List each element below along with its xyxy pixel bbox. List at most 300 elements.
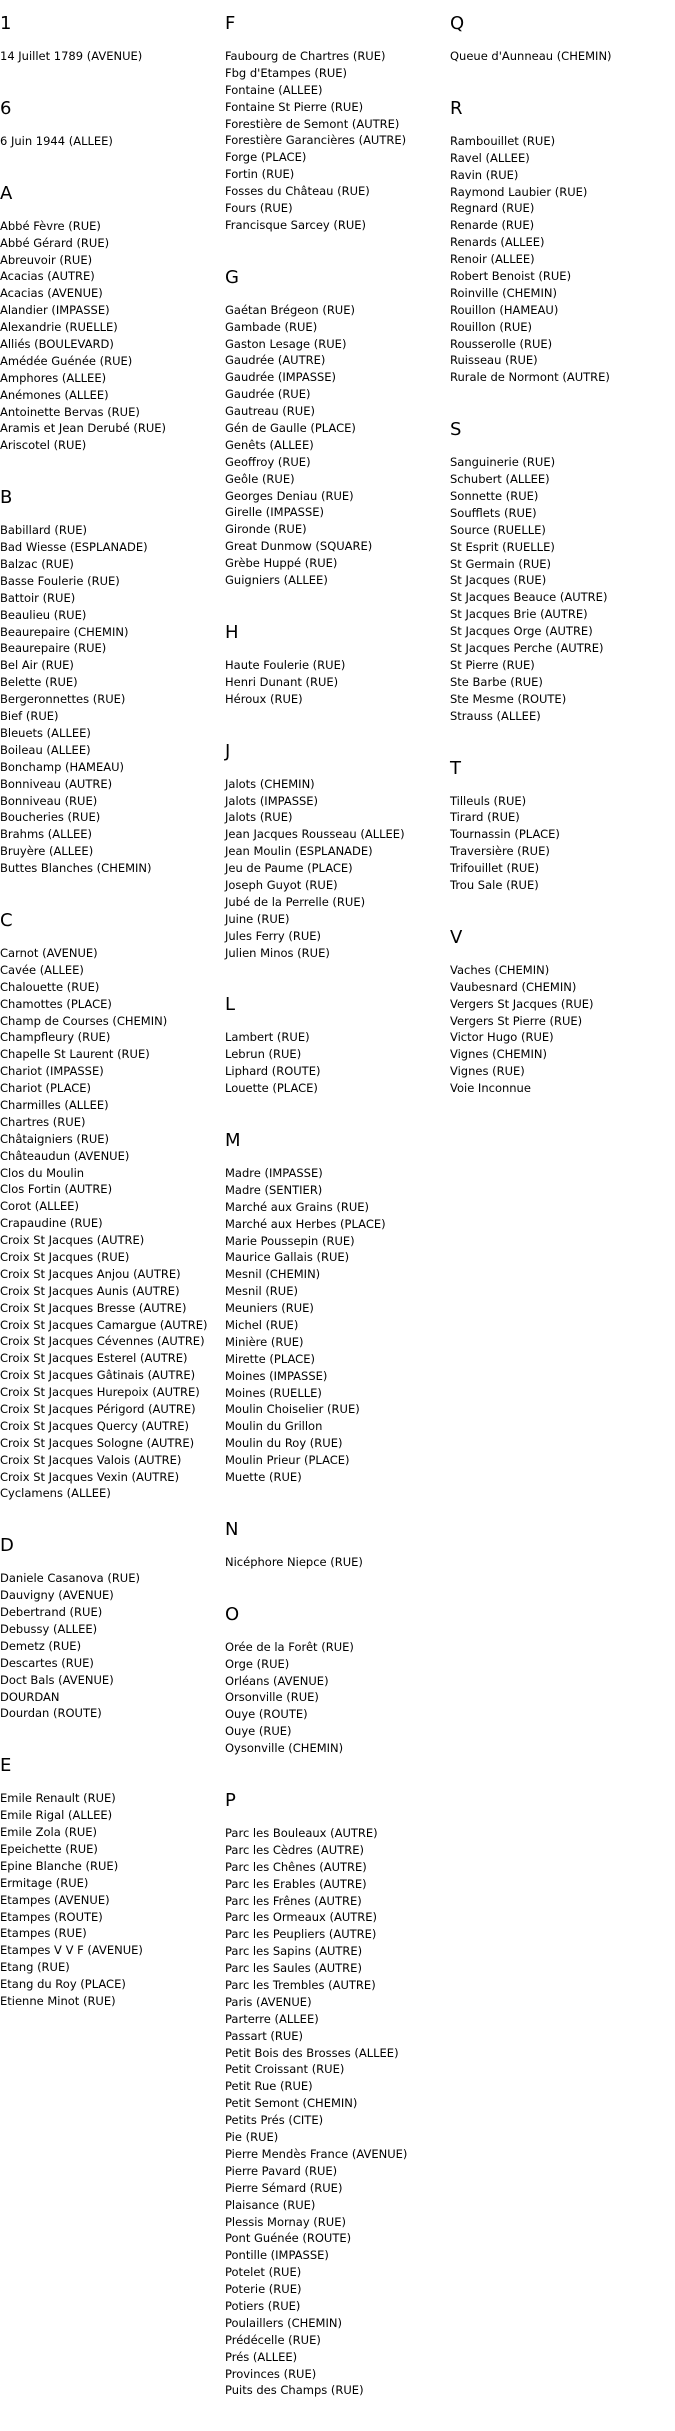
street-list (0, 1570, 222, 1722)
letter-section (225, 266, 447, 589)
street-entry: Pierre Mendès France (AVENUE) (225, 2146, 408, 2161)
street-entry: Ste Mesme (ROUTE) (450, 691, 567, 706)
street-entry: Parc les Frênes (AUTRE) (225, 1893, 362, 1908)
street-entry: Julien Minos (RUE) (225, 945, 330, 960)
street-entry: Petit Rue (RUE) (225, 2079, 313, 2094)
street-entry: St Jacques Perche (AUTRE) (450, 641, 604, 656)
street-entry: Antoinette Bervas (RUE) (0, 404, 140, 419)
letter-section (450, 97, 672, 386)
street-entry: Bergeronnettes (RUE) (0, 692, 126, 707)
street-entry: Trifouillet (RUE) (450, 861, 540, 876)
street-entry: Croix St Jacques Cévennes (AUTRE) (0, 1334, 205, 1349)
street-entry: Chamottes (PLACE) (0, 996, 112, 1011)
street-entry: Ravin (RUE) (450, 167, 519, 182)
street-entry: 6 Juin 1944 (ALLEE) (0, 133, 113, 148)
street-list (225, 302, 447, 589)
street-entry: Liphard (ROUTE) (225, 1064, 321, 1079)
street-entry: Juine (RUE) (225, 911, 290, 926)
letter-section (225, 993, 447, 1097)
street-entry: Beaulieu (RUE) (0, 607, 87, 622)
street-entry: Bonniveau (RUE) (0, 793, 98, 808)
street-entry: Buttes Blanches (CHEMIN) (0, 861, 152, 876)
street-entry: Bleuets (ALLEE) (0, 725, 91, 740)
street-entry: Sanguinerie (RUE) (450, 455, 556, 470)
street-entry: Mesnil (CHEMIN) (225, 1267, 321, 1282)
street-entry: Jean Jacques Rousseau (ALLEE) (225, 827, 405, 842)
letter-section (225, 1129, 447, 1486)
street-entry: Anémones (ALLEE) (0, 387, 109, 402)
street-entry: Petit Bois des Brosses (ALLEE) (225, 2045, 399, 2060)
street-entry: Ravel (ALLEE) (450, 150, 530, 165)
street-entry: Renards (ALLEE) (450, 235, 545, 250)
street-entry: Henri Dunant (RUE) (225, 674, 339, 689)
street-list (0, 48, 222, 65)
street-entry: St Jacques Brie (AUTRE) (450, 607, 588, 622)
street-entry: Bonniveau (AUTRE) (0, 776, 113, 791)
street-entry: Parc les Trembles (AUTRE) (225, 1978, 376, 1993)
street-entry: Vignes (RUE) (450, 1064, 525, 1079)
street-entry: Francisque Sarcey (RUE) (225, 217, 366, 232)
street-entry: Jubé de la Perrelle (RUE) (225, 894, 366, 909)
street-entry: Croix St Jacques (RUE) (0, 1249, 130, 1264)
street-list (0, 218, 222, 454)
street-entry: Petit Croissant (RUE) (225, 2062, 345, 2077)
street-entry: Carnot (AVENUE) (0, 945, 98, 960)
street-entry: Balzac (RUE) (0, 557, 74, 572)
street-entry: Petits Prés (CITE) (225, 2113, 324, 2128)
letter-section (0, 1534, 222, 1722)
street-entry: Chariot (IMPASSE) (0, 1064, 104, 1079)
street-entry: Orsonville (RUE) (225, 1690, 319, 1705)
street-entry: Strauss (ALLEE) (450, 708, 541, 723)
street-entry: Passart (RUE) (225, 2028, 304, 2043)
street-entry: Moulin du Grillon (225, 1419, 323, 1434)
street-entry: Etang du Roy (PLACE) (0, 1977, 126, 1992)
street-entry: Bief (RUE) (0, 709, 59, 724)
letter-section (225, 621, 447, 708)
street-entry: Basse Foulerie (RUE) (0, 573, 120, 588)
letter-section (225, 1789, 447, 2399)
street-entry: Jean Moulin (ESPLANADE) (225, 844, 373, 859)
street-entry: Parc les Saules (AUTRE) (225, 1961, 362, 1976)
street-entry: Bonchamp (HAMEAU) (0, 759, 124, 774)
street-entry: Abbé Fèvre (RUE) (0, 218, 101, 233)
section-letter-heading: Q (450, 13, 465, 34)
street-entry: Paris (AVENUE) (225, 1994, 312, 2009)
section-letter-heading: V (450, 926, 463, 948)
street-entry: Croix St Jacques Gâtinais (AUTRE) (0, 1368, 196, 1383)
street-entry: Parc les Cèdres (AUTRE) (225, 1842, 364, 1857)
section-letter-heading: B (0, 487, 13, 509)
street-entry: Jalots (CHEMIN) (225, 776, 315, 791)
street-entry: Emile Rigal (ALLEE) (0, 1808, 113, 1823)
street-entry: Chapelle St Laurent (RUE) (0, 1047, 150, 1062)
street-entry: Fontaine St Pierre (RUE) (225, 99, 364, 114)
street-entry: Moines (RUELLE) (225, 1385, 322, 1400)
section-letter-heading: J (225, 740, 231, 762)
street-entry: Plaisance (RUE) (225, 2197, 316, 2212)
street-entry: Abbé Gérard (RUE) (0, 235, 110, 250)
street-entry: Prédécelle (RUE) (225, 2332, 321, 2347)
street-entry: Vignes (CHEMIN) (450, 1047, 547, 1062)
street-entry: Tournassin (PLACE) (450, 827, 560, 842)
street-entry: Acacias (AVENUE) (0, 286, 103, 301)
street-entry: Maurice Gallais (RUE) (225, 1250, 350, 1265)
street-entry: Puits des Champs (RUE) (225, 2383, 364, 2398)
section-letter-heading: H (225, 621, 239, 643)
street-entry: Epine Blanche (RUE) (0, 1858, 119, 1873)
street-entry: St Esprit (RUELLE) (450, 539, 555, 554)
section-letter-heading: F (225, 13, 236, 34)
street-entry: Petit Semont (CHEMIN) (225, 2096, 358, 2111)
section-letter-heading: G (225, 266, 239, 288)
letter-section (450, 757, 672, 894)
street-entry: Champ de Courses (CHEMIN) (0, 1013, 168, 1028)
street-entry: Regnard (RUE) (450, 201, 535, 216)
directory-column-1 (0, 12, 222, 2042)
street-entry: Schubert (ALLEE) (450, 472, 550, 487)
street-entry: Forestière de Semont (AUTRE) (225, 116, 400, 131)
street-entry: Croix St Jacques Périgord (AUTRE) (0, 1402, 196, 1416)
street-list (0, 945, 222, 1502)
street-entry: Ermitage (RUE) (0, 1875, 89, 1890)
street-entry: Etampes (AVENUE) (0, 1892, 110, 1907)
street-entry: Babillard (RUE) (0, 523, 87, 538)
street-entry: Croix St Jacques Hurepoix (AUTRE) (0, 1385, 200, 1400)
street-entry: Rambouillet (RUE) (450, 133, 556, 148)
street-entry: Croix St Jacques Sologne (AUTRE) (0, 1435, 195, 1450)
street-entry: Poterie (RUE) (225, 2282, 302, 2297)
street-entry: 14 Juillet 1789 (AVENUE) (0, 49, 143, 63)
street-entry: Abreuvoir (RUE) (0, 252, 93, 267)
section-letter-heading: O (225, 1603, 240, 1625)
street-entry: Fbg d'Etampes (RUE) (225, 65, 348, 80)
street-entry: Brahms (ALLEE) (0, 827, 92, 842)
street-entry: Fosses du Château (RUE) (225, 184, 370, 199)
section-letter-heading: L (225, 994, 236, 1016)
street-entry: Rouillon (HAMEAU) (450, 302, 559, 317)
street-entry: Ouye (RUE) (225, 1724, 292, 1739)
street-entry: Tirard (RUE) (450, 810, 520, 825)
street-entry: Prés (ALLEE) (225, 2349, 298, 2364)
street-entry: Descartes (RUE) (0, 1655, 94, 1670)
street-list (225, 48, 447, 234)
street-entry: Fortin (RUE) (225, 167, 295, 182)
section-letter-heading: R (450, 97, 463, 119)
street-entry: Moulin Prieur (PLACE) (225, 1453, 350, 1468)
street-list (225, 1825, 447, 2399)
street-entry: Dauvigny (AVENUE) (0, 1588, 114, 1603)
letter-section (225, 1603, 447, 1757)
section-letter-heading: 1 (0, 13, 12, 34)
street-list (225, 1029, 447, 1097)
street-entry: Orléans (AVENUE) (225, 1673, 329, 1688)
letter-section (225, 1518, 447, 1571)
street-entry: Chariot (PLACE) (0, 1081, 92, 1096)
street-entry: Battoir (RUE) (0, 590, 76, 605)
letter-section (0, 909, 222, 1502)
street-entry: Debussy (ALLEE) (0, 1622, 98, 1637)
street-entry: Marché aux Grains (RUE) (225, 1199, 370, 1214)
street-entry: Cavée (ALLEE) (0, 962, 84, 977)
letter-section (450, 418, 672, 724)
street-entry: Croix St Jacques Aunis (AUTRE) (0, 1283, 180, 1298)
street-entry: Cyclamens (ALLEE) (0, 1486, 111, 1501)
street-entry: Sonnette (RUE) (450, 489, 539, 504)
street-entry: Pontille (IMPASSE) (225, 2248, 329, 2263)
street-entry: Gautreau (RUE) (225, 404, 315, 419)
street-entry: Trou Sale (RUE) (450, 877, 539, 892)
street-entry: Source (RUELLE) (450, 522, 546, 537)
street-list (225, 657, 447, 708)
street-entry: Acacias (AUTRE) (0, 269, 95, 284)
street-entry: Etang (RUE) (0, 1960, 70, 1975)
street-entry: Renoir (ALLEE) (450, 252, 535, 267)
street-list (225, 1554, 447, 1571)
street-entry: Muette (RUE) (225, 1470, 302, 1484)
street-entry: Orge (RUE) (225, 1656, 290, 1671)
letter-section (0, 97, 222, 150)
street-entry: Parc les Sapins (AUTRE) (225, 1944, 363, 1959)
street-entry: Boileau (ALLEE) (0, 742, 91, 757)
street-entry: Queue d'Aunneau (CHEMIN) (450, 49, 612, 63)
street-entry: Forge (PLACE) (225, 150, 307, 165)
street-entry: Jalots (IMPASSE) (225, 793, 319, 808)
street-entry: Gaston Lesage (RUE) (225, 336, 347, 351)
street-entry: Jeu de Paume (PLACE) (225, 861, 353, 876)
street-entry: Vaubesnard (CHEMIN) (450, 979, 577, 994)
street-entry: Fours (RUE) (225, 201, 293, 216)
street-entry: Parc les Chênes (AUTRE) (225, 1859, 367, 1874)
street-entry: Haute Foulerie (RUE) (225, 657, 346, 672)
street-entry: Croix St Jacques Esterel (AUTRE) (0, 1351, 188, 1366)
street-entry: Ouye (ROUTE) (225, 1707, 308, 1722)
street-entry: Gaétan Brégeon (RUE) (225, 302, 355, 317)
street-entry: Chalouette (RUE) (0, 979, 100, 994)
street-list (0, 1790, 222, 2010)
street-entry: Roinville (CHEMIN) (450, 285, 557, 300)
street-entry: Crapaudine (RUE) (0, 1216, 103, 1231)
street-entry: Amphores (ALLEE) (0, 370, 107, 385)
street-entry: Châtaigniers (RUE) (0, 1131, 109, 1146)
street-entry: Oysonville (CHEMIN) (225, 1741, 344, 1756)
street-entry: Victor Hugo (RUE) (450, 1030, 554, 1045)
street-entry: Nicéphore Niepce (RUE) (225, 1554, 363, 1569)
street-entry: Alandier (IMPASSE) (0, 303, 110, 318)
street-entry: Pierre Pavard (RUE) (225, 2163, 338, 2178)
street-entry: Etampes V V F (AVENUE) (0, 1943, 143, 1958)
street-entry: Minière (RUE) (225, 1334, 304, 1349)
section-letter-heading: P (225, 1790, 236, 1812)
directory-column-2 (225, 12, 447, 2431)
street-entry: Joseph Guyot (RUE) (225, 877, 338, 892)
street-list (450, 454, 672, 724)
street-entry: Pierre Sémard (RUE) (225, 2180, 343, 2195)
street-entry: Clos Fortin (AUTRE) (0, 1182, 113, 1197)
section-letter-heading: T (450, 757, 461, 779)
street-entry: Ste Barbe (RUE) (450, 674, 543, 689)
section-letter-heading: M (225, 1129, 241, 1151)
street-entry: Rouillon (RUE) (450, 319, 533, 334)
street-entry: Bad Wiesse (ESPLANADE) (0, 540, 148, 555)
street-list (0, 522, 222, 877)
street-entry: Croix St Jacques Vexin (AUTRE) (0, 1469, 180, 1484)
street-entry: Gaudrée (IMPASSE) (225, 370, 337, 385)
street-entry: Rurale de Normont (AUTRE) (450, 370, 610, 385)
street-entry: Faubourg de Chartres (RUE) (225, 49, 386, 63)
street-entry: Genêts (ALLEE) (225, 437, 314, 452)
street-entry: Great Dunmow (SQUARE) (225, 539, 373, 554)
section-letter-heading: N (225, 1518, 239, 1540)
street-entry: Meuniers (RUE) (225, 1301, 314, 1316)
street-entry: Alliés (BOULEVARD) (0, 337, 114, 352)
letter-section (225, 12, 447, 234)
street-entry: Clos du Moulin (0, 1165, 85, 1180)
section-letter-heading: 6 (0, 97, 12, 119)
street-entry: Croix St Jacques Bresse (AUTRE) (0, 1300, 187, 1315)
street-entry: Geôle (RUE) (225, 471, 295, 486)
street-entry: Soufflets (RUE) (450, 505, 537, 520)
letter-section (450, 926, 672, 1097)
street-entry: Gironde (RUE) (225, 522, 307, 537)
letter-section (450, 12, 672, 65)
street-entry: Demetz (RUE) (0, 1638, 82, 1653)
street-entry: Gén de Gaulle (PLACE) (225, 421, 356, 436)
street-entry: Doct Bals (AVENUE) (0, 1672, 114, 1687)
street-entry: Debertrand (RUE) (0, 1605, 103, 1620)
street-entry: Tilleuls (RUE) (450, 793, 527, 808)
section-letter-heading: E (0, 1755, 12, 1777)
street-entry: Champfleury (RUE) (0, 1030, 111, 1045)
street-entry: Bel Air (RUE) (0, 658, 74, 673)
street-entry: Jules Ferry (RUE) (225, 928, 322, 943)
street-entry: Emile Zola (RUE) (0, 1825, 98, 1840)
street-list (450, 48, 672, 65)
street-entry: Mirette (PLACE) (225, 1351, 315, 1366)
street-entry: Alexandrie (RUELLE) (0, 320, 118, 335)
street-list (450, 793, 672, 894)
street-list (225, 1165, 447, 1486)
letter-section (0, 486, 222, 877)
street-entry: Ariscotel (RUE) (0, 438, 87, 453)
street-entry: Robert Benoist (RUE) (450, 269, 572, 284)
street-list (450, 133, 672, 386)
street-entry: Etienne Minot (RUE) (0, 1994, 116, 2009)
street-entry: Beaurepaire (CHEMIN) (0, 624, 129, 639)
street-entry: Pont Guénée (ROUTE) (225, 2231, 352, 2246)
street-entry: DOURDAN (0, 1689, 60, 1704)
street-entry: Geoffroy (RUE) (225, 454, 311, 469)
letter-section (0, 182, 222, 454)
street-entry: Emile Renault (RUE) (0, 1791, 116, 1806)
street-entry: Lebrun (RUE) (225, 1047, 302, 1062)
street-entry: Gaudrée (AUTRE) (225, 353, 326, 368)
street-entry: Belette (RUE) (0, 675, 78, 690)
street-entry: Vergers St Jacques (RUE) (450, 996, 594, 1011)
street-entry: Georges Deniau (RUE) (225, 488, 354, 503)
street-entry: Michel (RUE) (225, 1317, 299, 1332)
section-letter-heading: A (0, 182, 13, 204)
street-entry: Raymond Laubier (RUE) (450, 184, 588, 199)
section-letter-heading: C (0, 909, 13, 931)
street-entry: Pie (RUE) (225, 2130, 279, 2145)
street-entry: Croix St Jacques Quercy (AUTRE) (0, 1418, 189, 1433)
street-entry: Parterre (ALLEE) (225, 2011, 319, 2026)
street-entry: Orée de la Forêt (RUE) (225, 1639, 354, 1654)
street-entry: Marie Poussepin (RUE) (225, 1233, 355, 1248)
street-entry: Provinces (RUE) (225, 2366, 317, 2381)
street-entry: Chartres (RUE) (0, 1114, 86, 1129)
street-entry: Vaches (CHEMIN) (450, 962, 550, 977)
street-entry: Croix St Jacques Anjou (AUTRE) (0, 1266, 181, 1281)
street-entry: Gambade (RUE) (225, 319, 318, 334)
street-entry: Charmilles (ALLEE) (0, 1097, 109, 1112)
street-entry: Marché aux Herbes (PLACE) (225, 1216, 386, 1231)
street-entry: Poulaillers (CHEMIN) (225, 2315, 342, 2330)
street-list (225, 776, 447, 962)
street-entry: Héroux (RUE) (225, 691, 303, 706)
street-entry: Fontaine (ALLEE) (225, 82, 323, 97)
street-entry: Grèbe Huppé (RUE) (225, 556, 338, 571)
street-list (225, 1639, 447, 1757)
street-entry: Amédée Guénée (RUE) (0, 353, 133, 368)
street-entry: Bruyère (ALLEE) (0, 844, 94, 859)
street-entry: Traversière (RUE) (450, 844, 550, 859)
street-entry: Vergers St Pierre (RUE) (450, 1013, 583, 1028)
street-entry: Croix St Jacques (AUTRE) (0, 1233, 145, 1248)
street-entry: Croix St Jacques Camargue (AUTRE) (0, 1317, 208, 1332)
street-entry: Rousserolle (RUE) (450, 336, 553, 351)
street-list (0, 133, 222, 150)
street-entry: Croix St Jacques Valois (AUTRE) (0, 1452, 182, 1467)
letter-section (0, 1754, 222, 2010)
street-entry: Gaudrée (RUE) (225, 387, 311, 402)
street-entry: Louette (PLACE) (225, 1081, 318, 1096)
street-entry: Aramis et Jean Derubé (RUE) (0, 421, 167, 436)
street-entry: Etampes (ROUTE) (0, 1909, 103, 1924)
street-entry: Madre (IMPASSE) (225, 1165, 323, 1180)
street-list (450, 962, 672, 1097)
street-entry: St Pierre (RUE) (450, 657, 535, 672)
street-entry: Dourdan (ROUTE) (0, 1706, 102, 1721)
street-entry: Lambert (RUE) (225, 1030, 310, 1045)
street-entry: St Germain (RUE) (450, 556, 552, 571)
street-entry: Corot (ALLEE) (0, 1199, 79, 1214)
street-entry: Plessis Mornay (RUE) (225, 2214, 346, 2229)
street-entry: Parc les Bouleaux (AUTRE) (225, 1826, 378, 1841)
street-entry: Parc les Erables (AUTRE) (225, 1876, 367, 1891)
street-entry: Forestière Garancières (AUTRE) (225, 133, 407, 148)
street-entry: Ruisseau (RUE) (450, 353, 538, 368)
street-entry: Daniele Casanova (RUE) (0, 1571, 140, 1586)
street-entry: Parc les Ormeaux (AUTRE) (225, 1910, 378, 1925)
street-entry: St Jacques Beauce (AUTRE) (450, 590, 608, 605)
street-entry: Moulin du Roy (RUE) (225, 1436, 343, 1451)
street-entry: Mesnil (RUE) (225, 1284, 298, 1299)
section-letter-heading: D (0, 1535, 14, 1557)
section-letter-heading: S (450, 419, 462, 441)
street-entry: Epeichette (RUE) (0, 1842, 98, 1857)
street-entry: Voie Inconnue (450, 1081, 531, 1096)
letter-section (0, 12, 222, 65)
street-entry: Moulin Choiselier (RUE) (225, 1402, 360, 1417)
street-entry: Jalots (RUE) (225, 810, 293, 825)
street-entry: Parc les Peupliers (AUTRE) (225, 1927, 377, 1942)
street-entry: Potiers (RUE) (225, 2298, 301, 2313)
street-entry: Beaurepaire (RUE) (0, 641, 107, 656)
street-entry: St Jacques Orge (AUTRE) (450, 624, 593, 639)
street-entry: Renarde (RUE) (450, 218, 535, 233)
